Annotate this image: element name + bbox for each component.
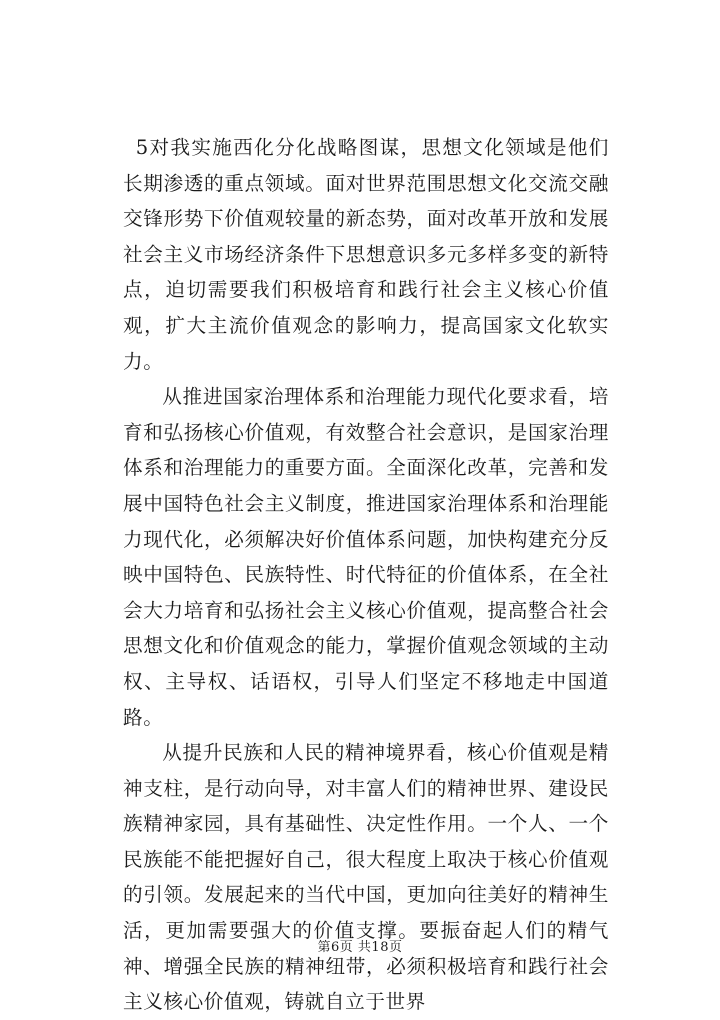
document-body [123,130,609,1020]
paragraph-3: 从提升民族和人民的精神境界看，核心价值观是精神支柱，是行动向导，对丰富人们的精神世界、建设民族精神家园，具有基础性、决定性作用。一个人、一个民族能不能把握好自己，很大程度上取决于核心价值观的引领。发展起来的当代中国，更加向往美好的精神生活，更加需要强大的价值支撑。要振奋起人们的精气神、增强全民族的精神纽带，必须积极培育和践行社会主义核心价值观，铸就自立于世界 [123,741,609,1014]
paragraph-2: 从推进国家治理体系和治理能力现代化要求看，培育和弘扬核心价值观，有效整合社会意识，是国家治理体系和治理能力的重要方面。全面深化改革，完善和发展中国特色社会主义制度，推进国家治理体系和治理能力现代化，必须解决好价值体系问题，加快构建充分反映中国特色、民族特性、时代特征的价值体系，在全社会大力培育和弘扬社会主义核心价值观，提高整合社会思想文化和价值观念的能力，掌握价值观念领域的主动权、主导权、话语权，引导人们坚定不移地走中国道路。 [123,385,609,729]
paragraph-1: 5对我实施西化分化战略图谋，思想文化领域是他们长期渗透的重点领域。面对世界范围思想文化交流交融交锋形势下价值观较量的新态势，面对改革开放和发展社会主义市场经济条件下思想意识多元多样多变的新特点，迫切需要我们积极培育和践行社会主义核心价值观，扩大主流价值观念的影响力，提高国家文化软实力。 [123,136,609,373]
page-footer: 第6页 共18页 [317,940,403,955]
